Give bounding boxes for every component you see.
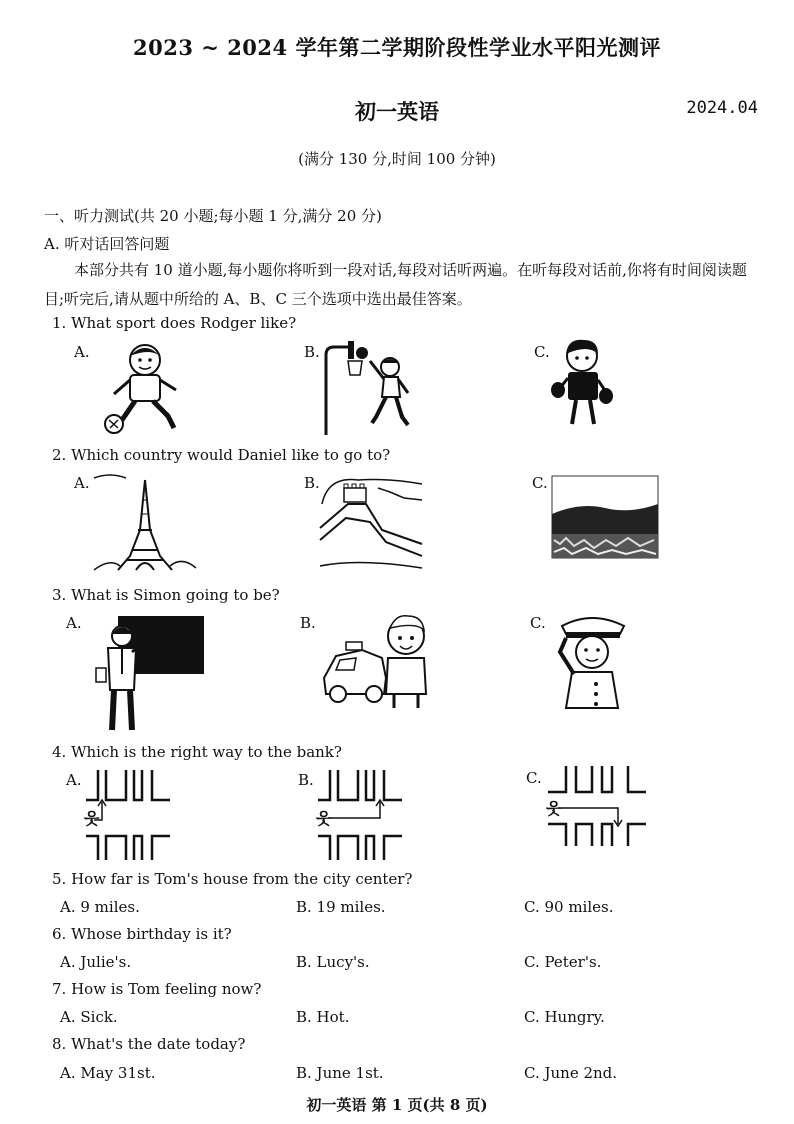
q1-label-a: A.	[74, 343, 90, 361]
section-heading: 一、听力测试(共 20 小题;每小题 1 分,满分 20 分)	[44, 207, 382, 225]
question-7: 7. How is Tom feeling now?	[52, 980, 262, 998]
q2-label-b: B.	[304, 474, 320, 492]
q1-label-c: C.	[534, 343, 550, 361]
question-3: 3. What is Simon going to be?	[52, 586, 280, 604]
question-8: 8. What's the date today?	[52, 1035, 246, 1053]
q6-option-c: C. Peter's.	[524, 953, 602, 971]
route-map-c	[542, 762, 654, 858]
question-6: 6. Whose birthday is it?	[52, 925, 232, 943]
football-player-picture	[90, 338, 200, 438]
question-5: 5. How far is Tom's house from the city center?	[52, 870, 413, 888]
exam-title: 2023 ~ 2024 学年第二学期阶段性学业水平阳光测评	[133, 35, 661, 60]
q2-label-c: C.	[532, 474, 548, 492]
q3-label-b: B.	[300, 614, 316, 632]
instructions: 本部分共有 10 道小题,每小题你将听到一段对话,每段对话听两遍。在听每段对话前,你将有时间阅读题目;听完后,请从题中所给的 A、B、C 三个选项中选出最佳答案。	[44, 261, 747, 308]
q5-option-a: A. 9 miles.	[60, 898, 140, 916]
q4-label-a: A.	[66, 771, 82, 789]
q2-label-a: A.	[74, 474, 90, 492]
taxi-driver-picture	[322, 612, 438, 712]
q6-option-b: B. Lucy's.	[296, 953, 370, 971]
q8-option-a: A. May 31st.	[60, 1064, 156, 1082]
q6-option-a: A. Julie's.	[60, 953, 132, 971]
q7-option-c: C. Hungry.	[524, 1008, 605, 1026]
question-4: 4. Which is the right way to the bank?	[52, 743, 342, 761]
great-wall-picture	[318, 470, 428, 570]
q1-label-b: B.	[304, 343, 320, 361]
q4-label-c: C.	[526, 769, 542, 787]
policeman-picture	[552, 612, 632, 712]
q4-label-b: B.	[298, 771, 314, 789]
question-2: 2. Which country would Daniel like to go to?	[52, 446, 391, 464]
score-time-note: (满分 130 分,时间 100 分钟)	[298, 150, 496, 168]
exam-date: 2024.04	[686, 98, 758, 118]
basketball-player-picture	[318, 335, 418, 437]
subject-title: 初一英语	[355, 99, 439, 124]
teacher-picture	[88, 614, 208, 734]
question-1: 1. What sport does Rodger like?	[52, 314, 297, 332]
page-footer: 初一英语 第 1 页(共 8 页)	[306, 1096, 488, 1114]
route-map-a	[80, 766, 180, 862]
svg-text:웃: 웃	[316, 809, 332, 828]
svg-text:웃: 웃	[546, 799, 562, 818]
q3-label-c: C.	[530, 614, 546, 632]
route-map-b	[312, 766, 412, 862]
q7-option-a: A. Sick.	[60, 1008, 118, 1026]
q3-label-a: A.	[66, 614, 82, 632]
q5-option-c: C. 90 miles.	[524, 898, 614, 916]
q5-option-b: B. 19 miles.	[296, 898, 386, 916]
landscape-photo-picture	[550, 474, 660, 560]
q8-option-b: B. June 1st.	[296, 1064, 384, 1082]
q8-option-c: C. June 2nd.	[524, 1064, 618, 1082]
eiffel-tower-picture	[90, 470, 200, 575]
table-tennis-player-picture	[548, 336, 618, 430]
svg-text:웃: 웃	[84, 809, 100, 828]
part-a-heading: A. 听对话回答问题	[44, 235, 170, 253]
q7-option-b: B. Hot.	[296, 1008, 350, 1026]
